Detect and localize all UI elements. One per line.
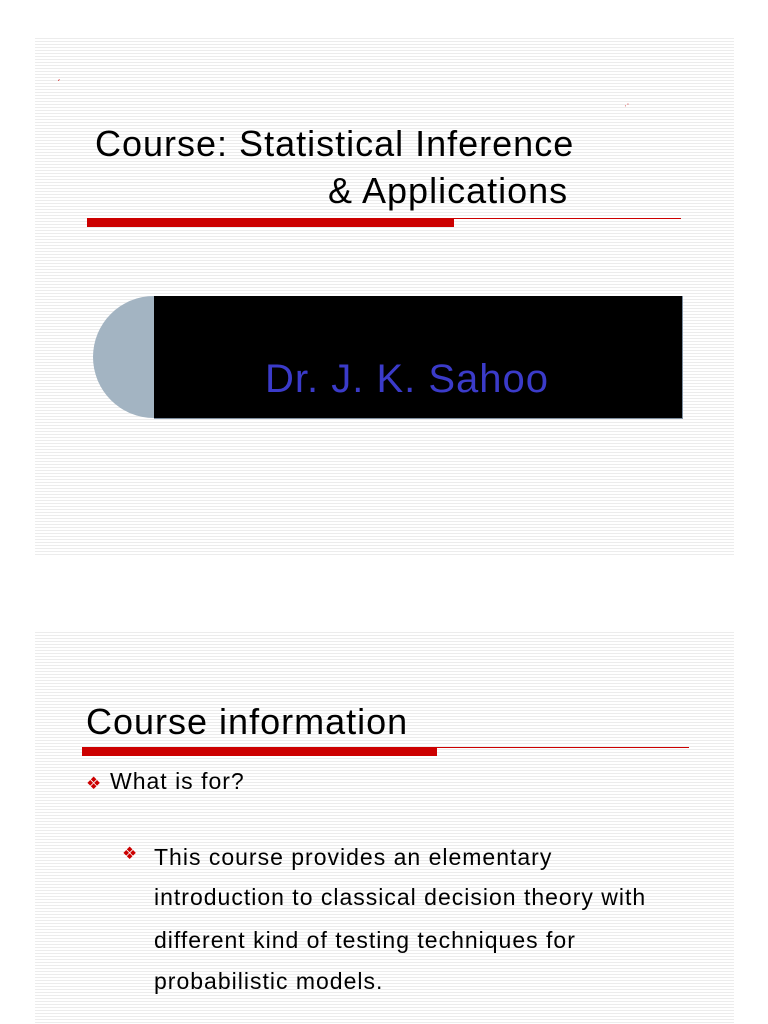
decorative-mark: ˑ˙	[624, 103, 631, 114]
title-rule-thin	[454, 218, 681, 219]
paragraph-line: introduction to classical decision theory with	[154, 884, 647, 910]
slide-title-line-2: & Applications	[328, 170, 569, 211]
paragraph-line: This course provides an elementary	[154, 844, 553, 870]
title-rule-thick	[87, 218, 454, 227]
decorative-mark: ˏ	[57, 71, 61, 82]
bullet-level1	[86, 768, 245, 795]
slide-heading: Course information	[86, 701, 409, 742]
paragraph-line: probabilistic models.	[154, 968, 384, 994]
heading-rule-thin	[437, 747, 689, 748]
course-info-slide	[35, 630, 734, 1024]
heading-rule-thick	[82, 747, 437, 756]
bullet-level2-marker	[122, 844, 146, 864]
author-name: Dr. J. K. Sahoo	[265, 357, 550, 401]
diamond-bullet-icon: ❖	[122, 844, 138, 863]
bullet-level1-text: What is for?	[110, 768, 245, 794]
title-slide	[35, 36, 734, 556]
slide-title-line-1: Course: Statistical Inference	[95, 123, 575, 164]
paragraph-line: different kind of testing techniques for	[154, 927, 576, 953]
diamond-bullet-icon: ❖	[86, 774, 102, 793]
